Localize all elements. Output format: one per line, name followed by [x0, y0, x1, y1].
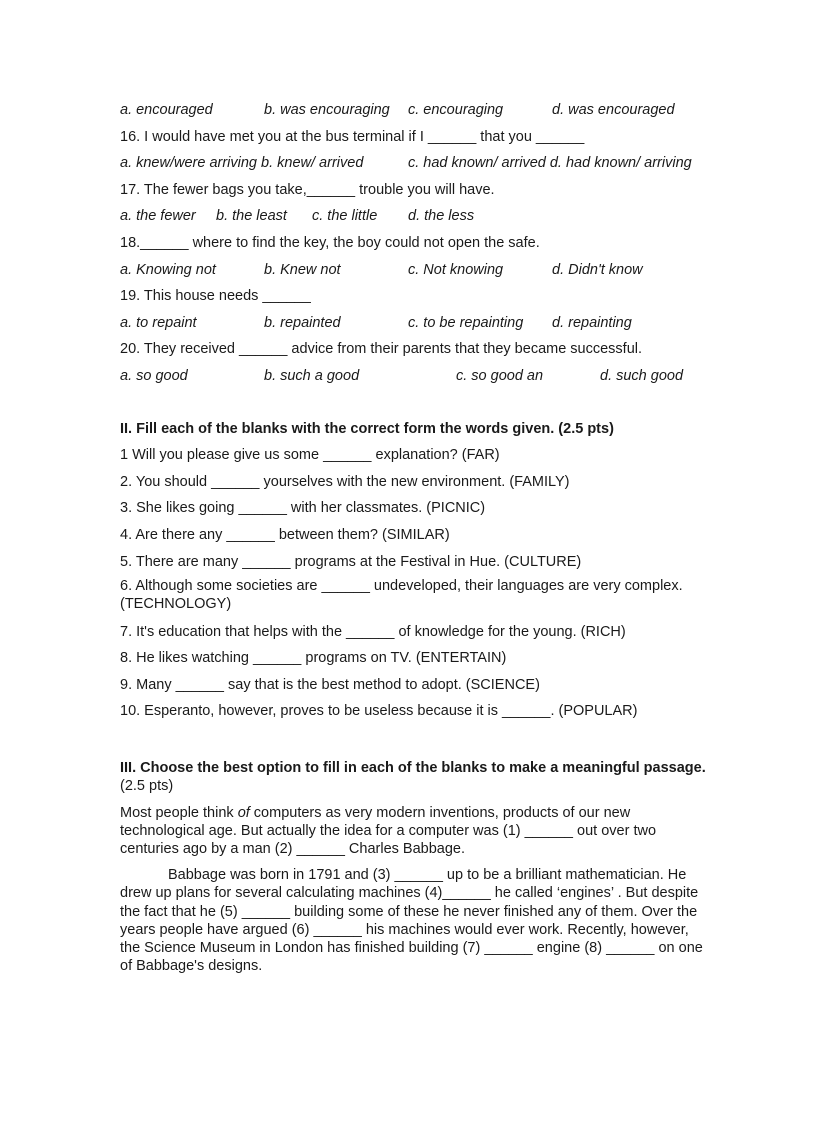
q18-option-b: b. Knew not — [264, 261, 341, 278]
word-form-item-9: 9. Many ______ say that is the best method to adopt. (SCIENCE) — [120, 676, 540, 693]
word-form-item-7: 7. It's education that helps with the ______ of knowledge for the young. (RICH) — [120, 623, 626, 640]
q15-option-b: b. was encouraging — [264, 102, 390, 118]
word-form-item-2: 2. You should ______ yourselves with the new environment. (FAMILY) — [120, 473, 570, 490]
q17-options — [120, 206, 710, 233]
passage-text: computers as very modern inventions, products of our new technological age. But actually the idea for a computer was (1) ______ out over two centuries ago by a man (2) ______ Charles Babbage. — [120, 804, 657, 858]
q16-options-cd: c. had known/ arrived d. had known/ arriving — [408, 155, 692, 172]
q15-option-d: d. was encouraged — [552, 102, 675, 118]
q19-option-b: b. repainted — [264, 314, 341, 331]
word-form-item-4: 4. Are there any ______ between them? (SIMILAR) — [120, 526, 450, 543]
question-18: 18.______ where to find the key, the boy could not open the safe. — [120, 234, 540, 251]
q15-option-c: c. encouraging — [408, 102, 504, 118]
q17-option-d: d. the less — [408, 208, 475, 225]
q20-option-d: d. such good — [600, 367, 684, 384]
question-20: 20. They received ______ advice from their parents that they became successful. — [120, 341, 643, 358]
q20-option-a: a. so good — [120, 367, 188, 384]
word-form-item-3: 3. She likes going ______ with her classmates. (PICNIC) — [120, 500, 486, 517]
q18-option-c: c. Not knowing — [408, 261, 504, 278]
section-spacer — [120, 728, 710, 760]
question-16: 16. I would have met you at the bus terminal if I ______ that you ______ — [120, 128, 585, 145]
word-form-item-1: 1 Will you please give us some ______ explanation? (FAR) — [120, 447, 500, 464]
q18-option-d: d. Didn't know — [552, 261, 643, 278]
q19-options — [120, 313, 710, 340]
word-form-item-5: 5. There are many ______ programs at the Festival in Hue. (CULTURE) — [120, 553, 582, 570]
q15-options — [120, 100, 710, 127]
passage-paragraph-1 — [120, 804, 710, 859]
word-form-item-8: 8. He likes watching ______ programs on TV. (ENTERTAIN) — [120, 650, 507, 667]
section-3-heading-points: (2.5 pts) — [120, 777, 174, 794]
q20-option-c: c. so good an — [456, 367, 544, 384]
q17-option-a: a. the fewer — [120, 208, 196, 225]
question-17: 17. The fewer bags you take,______ trouble you will have. — [120, 181, 495, 198]
q19-option-a: a. to repaint — [120, 314, 197, 331]
q20-options — [120, 366, 710, 393]
question-19: 19. This house needs ______ — [120, 288, 311, 305]
word-form-item-10: 10. Esperanto, however, proves to be useless because it is ______. (POPULAR) — [120, 703, 638, 720]
section-3-heading-title: III. Choose the best option to fill in each of the blanks to make a meaningful passage. — [120, 760, 706, 777]
q20-option-b: b. such a good — [264, 367, 360, 384]
passage-paragraph-2: Babbage was born in 1791 and (3) ______ up to be a brilliant mathematician. He drew up plans for several calculating machines (4)______ he called ‘engines’ . But despite the fact that he (5) ______ building some of these he never finished any of them. Over the years people have argued (6) ______ his machines would ever work. Recently, however, the Science Museum in London has finished building (7) ______ engine (8) ______ on one of Babbage's designs. — [120, 867, 703, 975]
q18-options — [120, 260, 710, 287]
q15-option-a: a. encouraged — [120, 102, 213, 118]
section-3-heading — [120, 760, 710, 796]
passage-text: Most people think — [120, 804, 238, 821]
q16-options-ab: a. knew/were arriving b. knew/ arrived — [120, 155, 364, 172]
q18-option-a: a. Knowing not — [120, 261, 216, 278]
q17-option-c: c. the little — [312, 208, 378, 225]
worksheet-page — [120, 100, 710, 975]
q17-option-b: b. the least — [216, 208, 287, 225]
section-spacer — [120, 393, 710, 419]
word-form-item-6: 6. Although some societies are ______ undeveloped, their languages are very complex. (TECHNOLOGY) — [120, 578, 683, 612]
q19-option-c: c. to be repainting — [408, 314, 524, 331]
passage-italic-word: of — [237, 804, 250, 821]
section-2-heading: II. Fill each of the blanks with the correct form the words given. (2.5 pts) — [120, 420, 614, 437]
q19-option-d: d. repainting — [552, 314, 632, 331]
q16-options — [120, 153, 710, 180]
